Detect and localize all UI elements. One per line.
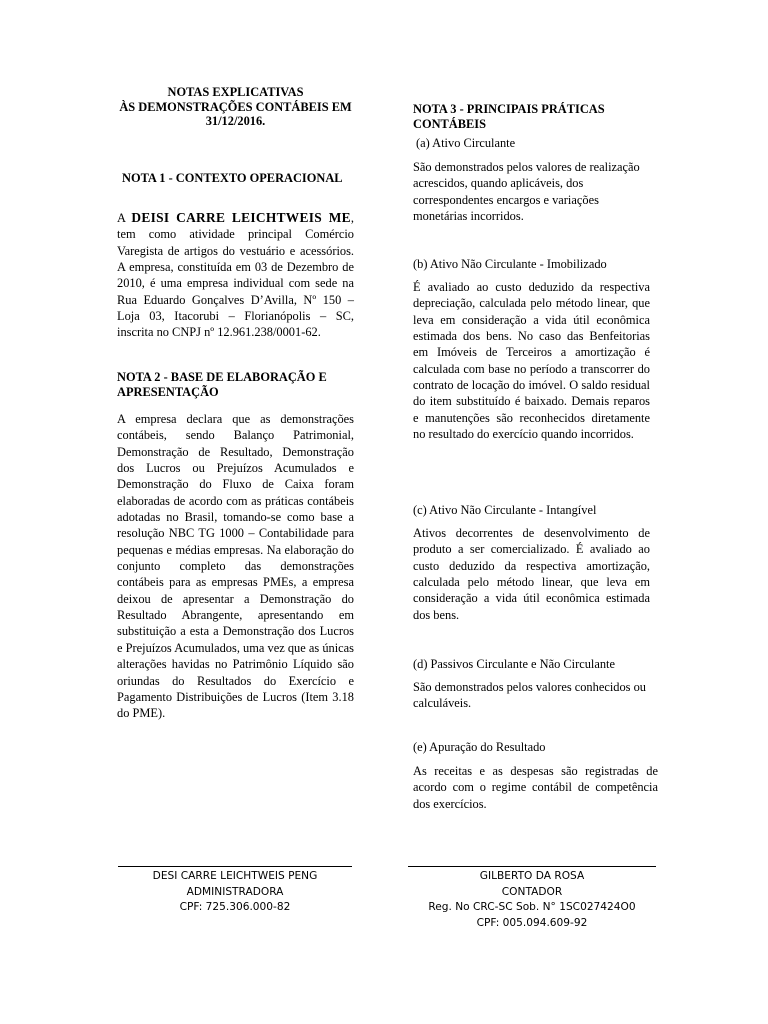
title-line-3: 31/12/2016. [205, 114, 266, 129]
title-line-2: ÀS DEMONSTRAÇÕES CONTÁBEIS EM [119, 99, 352, 114]
nota3-e-body: As receitas e as despesas são registradas de acordo com o regime contábil de competência dos exercícios. [413, 764, 658, 811]
nota3-d-body: São demonstrados pelos valores conhecidos ou calculáveis. [413, 680, 646, 711]
nota3-b-title: (b) Ativo Não Circulante - Imobilizado [413, 257, 607, 271]
nota1-paragraph [117, 210, 354, 341]
nota1-heading: NOTA 1 - CONTEXTO OPERACIONAL [122, 171, 343, 185]
signatory-role-left: ADMINISTRADORA [186, 885, 284, 898]
signature-line-left [118, 866, 352, 867]
document-title [117, 85, 354, 129]
nota3-e-title: (e) Apuração do Resultado [413, 740, 546, 754]
nota2-heading: NOTA 2 - BASE DE ELABORAÇÃO E APRESENTAÇÃO [117, 370, 327, 399]
nota3-c-title: (c) Ativo Não Circulante - Intangível [413, 503, 597, 517]
signatory-cpf-left: CPF: 725.306.000-82 [179, 901, 291, 913]
signatory-role-right: CONTADOR [501, 885, 563, 898]
nota3-heading: NOTA 3 - PRINCIPAIS PRÁTICAS CONTÁBEIS [413, 102, 605, 131]
signatory-cpf-right: CPF: 005.094.609-92 [476, 916, 588, 929]
nota2-paragraph: A empresa declara que as demonstrações contábeis, sendo Balanço Patrimonial, Demonstração de Resultado, Demonstração dos Lucros ou Prejuízos Acumulados e Demonstração do Fluxo de Caixa foram elaboradas de acordo com as práticas contábeis adotadas no Brasil, tomando-se como base a resolução NBC TG 1000 – Contabilidade para pequenas e médias empresas. Na elaboração do conjunto completo das demonstrações contábeis para as empresas PMEs, a empresa deixou de apresentar a Demonstração do Resultado Abrangente, apresentando em substituição a esta a Demonstração dos Lucros e Prejuízos Acumulados, uma vez que as únicas alterações havidas no Patrimônio Líquido são oriundas do Resultados do Exercício e Pagamento Distribuições de Lucros (Item 3.18 do PME). [117, 412, 354, 721]
signatory-name-left: DESI CARRE LEICHTWEIS PENG [152, 870, 318, 882]
nota1-body: , tem como atividade principal Comércio Varegista de artigos do vestuário e acessórios. A empresa, constituída em 03 de Dezembro de 2010, é uma empresa individual com sede na Rua Eduardo Gonçalves D’Avilla, Nº 150 – Loja 03, Itacorubi – Florianópolis – SC, inscrita no CNPJ nº 12.961.238/0001-62. [117, 211, 354, 340]
nota3-a-body: São demonstrados pelos valores de realização acrescidos, quando aplicáveis, dos correspondentes encargos e variações monetárias incorridos. [413, 160, 640, 224]
signatory-registration-right: Reg. No CRC-SC Sob. N° 1SC027424O0 [428, 901, 636, 913]
nota3-a-title: (a) Ativo Circulante [416, 136, 516, 150]
signature-line-right [408, 866, 656, 867]
signature-block-left [118, 869, 352, 916]
signature-block-right [408, 869, 656, 931]
signatory-name-right: GILBERTO DA ROSA [479, 870, 585, 882]
nota1-company-name: DEISI CARRE LEICHTWEIS ME [131, 210, 351, 225]
nota1-prefix: A [117, 211, 132, 225]
nota3-d-title: (d) Passivos Circulante e Não Circulante [413, 657, 615, 671]
title-line-1: NOTAS EXPLICATIVAS [167, 85, 304, 99]
nota3-b-body: É avaliado ao custo deduzido da respectiva depreciação, calculada pelo método linear, que leva em consideração a vida útil econômica estimada dos bens. No caso das Benfeitorias em Imóveis de Terceiros a amortização é calculada com base no período a transcorrer do contrato de locação do imóvel. O saldo residual do item substituído é baixado. Demais reparos e manutenções são reconhecidos diretamente no resultado do exercício quando incorridos. [413, 280, 650, 442]
nota3-c-body: Ativos decorrentes de desenvolvimento de produto a ser comercializado. É avaliado ao custo deduzido da respectiva amortização, calculada pelo método linear, que leva em consideração a vida útil econômica estimada dos bens. [413, 526, 650, 622]
